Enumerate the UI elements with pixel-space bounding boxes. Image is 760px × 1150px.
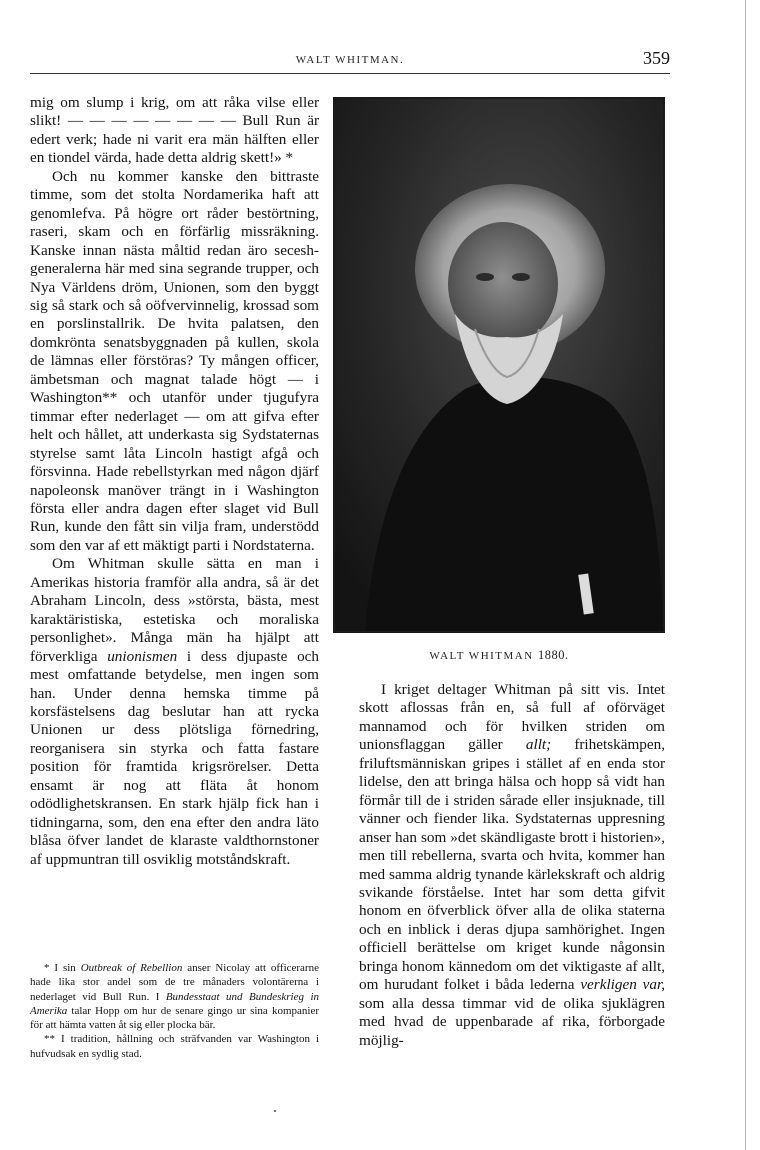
paragraph: Och nu kommer kanske den bittraste timme, som det stolta Nordamerika haft att genomlefva. På högre ort råder bestörtning, raseri, skam och en förfärlig missräkning. Kanske innan nästa måltid redan äro secesh-generalerna här med sina segrande trupper, och Nya Världens dröm, Unionen, som den byggt sig så stark och så oöfvervinnelig, krossad som en porslinstallrik. De hvita palatsen, den domkrönta senatsbyggnaden på kullen, skola de lämnas eller förstöras? Ty mången officer, ämbetsman och magnat talade högt — i Washington** och utanför under tjugufyra timmar efter nederlaget — om att gifva efter helt och hållet, att underkasta sig Sydstaternas styrelse samt låta Lincoln hastigt afgå och försvinna. Hade rebellstyrkan med någon djärf napoleonsk manöver trängt in i Washington första eller andra dagen efter slaget vid Bull Run, kunde den fått sin vilja fram, understödd som den var af ett mäktigt parti i Nordstaterna. [30,167,319,554]
bearded-man-portrait-photo [335,99,663,631]
running-head: WALT WHITMAN. [295,54,405,66]
figure-caption [333,648,665,663]
portrait-photo [333,97,665,633]
text-run: frihetskämpen, friluftsmänniskan gripes i stället af en enda stor lidelse, den att bringa hälsa och hopp så vidt han förmår till de i striden sårade eller insjuknade, till vänner och fiender lika. Sydstaternas uppresning anser han som »det skändligaste brott i historien», men till rebellerna, svarta och hvita, kommer han med samma aldrig tynande kärlekskraft och aldrig svikande förståelse. Intet har som detta gifvit honom en öfverblick öfver alla de olika staterna och en inblick i deras djupa samhörighet. Ingen officiell berättelse om kriget kunde någonsin bringa honom kännedom om det viktigaste af allt, om hurudant folket i båda lederna [359,736,665,994]
text-run: * I sin [44,962,81,974]
footnote: ** I tradition, hållning och sträfvanden var Washington i hufvudsak en sydlig stad. [30,1033,319,1060]
emphasis: unionismen [107,647,178,665]
caption-year: 1880. [537,648,569,662]
paragraph [359,681,665,1050]
book-title: Bundesstaat und Bundeskrieg in Amerika [30,990,319,1017]
text-run: som alla dessa timmar vid de olika sjuklägren med hvad de uppenbarade af rika, förborgade möjlig- [359,994,665,1049]
text-run: anser Nicolay att officerarne hade lika stor andel som de tre månaders volontärerna i nederlaget vid Bull Run. I [30,962,319,1003]
right-column [359,681,665,1050]
text-run: i dess djupaste och mest omfattande betydelse, men ingen som han. Under denna hemska timme på korsfästelsens dag beslutar han att rycka Unionen ur dess plötsliga förnedring, reorganisera sin styrka och fatta fastare position för framtida krigsrörelser. Detta ensamt är nog att fläta åt honom odödlighetskransen. En stark hjälp fick han i tidningarna, som, den ena efter den andra läto blåsa öfver landet de klaraste valdthornstoner af uppmuntran till osviklig motståndskraft. [30,647,319,868]
text-run: talar Hopp om hur de senare gingo ur sina kompanier för att hämta vatten åt sig eller plocka bär. [30,1004,319,1032]
footnotes [30,961,319,1061]
emphasis: verkligen var, [580,976,665,994]
header-rule [30,73,670,74]
page-header [30,48,670,76]
footnote [30,961,319,1032]
paragraph [30,555,319,869]
text-run: Om Whitman skulle sätta en man i Amerikas historia framför alla andra, så är det Abraham Lincoln, dess »största, bästa, mest karaktäristiska, estetiska och moraliska personlighet». Många män ha hjälpt att förverkliga [30,555,319,665]
book-title: Outbreak of Rebellion [80,962,183,974]
page-number: 359 [643,48,670,68]
caption-name: WALT WHITMAN [429,650,534,662]
left-column [30,94,319,869]
emphasis: allt; [525,736,552,754]
print-speck [274,1110,276,1112]
paragraph: mig om slump i krig, om att råka vilse eller slikt! — — — — — — — — Bull Run är edert verk; hade ni varit era män hälften eller en tiondel värda, hade detta aldrig skett!» * [30,94,319,167]
text-run: I kriget deltager Whitman på sitt vis. Intet skott aflossas från en, så full af oförväget mannamod och för hvilken striden om unionsflaggan gäller [359,681,665,754]
page-edge [745,0,746,1150]
